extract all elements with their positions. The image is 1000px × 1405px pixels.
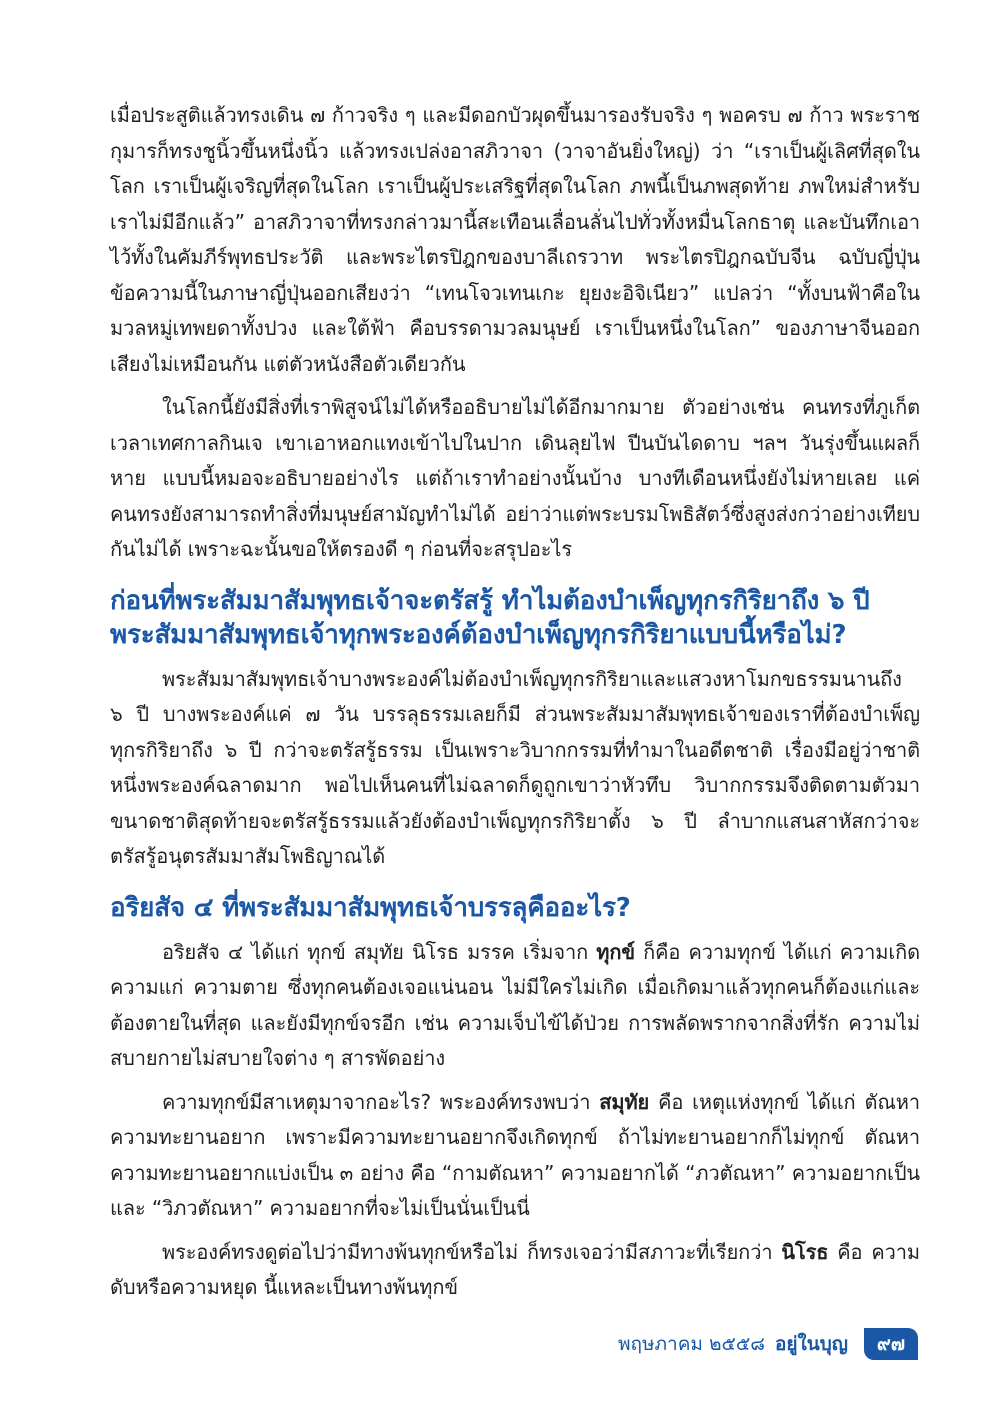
page-number-badge: ๙๗	[864, 1328, 918, 1360]
paragraph-samudaya	[110, 1085, 920, 1227]
text-run: คือ ความดับหรือความหยุด นี้แหละเป็นทางพ้นทุกข์	[110, 1239, 920, 1299]
page-footer	[618, 1327, 918, 1361]
text-run: อริยสัจ ๔ ได้แก่ ทุกข์ สมุทัย นิโรธ มรรค เริ่มจาก	[162, 939, 597, 964]
paragraph-nirodha	[110, 1235, 920, 1306]
magazine-title: อยู่ในบุญ	[774, 1333, 848, 1355]
paragraph-ascetic-practice: พระสัมมาสัมพุทธเจ้าบางพระองค์ไม่ต้องบำเพ็ญทุกรกิริยาและแสวงหาโมกขธรรมนานถึง ๖ ปี บางพระองค์แค่ ๗ วัน บรรลุธรรมเลยก็มี ส่วนพระสัมมาสัมพุทธเจ้าของเราที่ต้องบำเพ็ญทุกรกิริยาถึง ๖ ปี กว่าจะตรัสรู้ธรรม เป็นเพราะวิบากกรรมที่ทำมาในอดีตชาติ เรื่องมีอยู่ว่าชาติหนึ่งพระองค์ฉลาดมาก พอไปเห็นคนที่ไม่ฉลาดก็ดูถูกเขาว่าหัวทึบ วิบากกรรมจึงติดตามตัวมาขนาดชาติสุดท้ายจะตรัสรู้ธรรมแล้วยังต้องบำเพ็ญทุกรกิริยาตั้ง ๖ ปี ลำบากแสนสาหัสกว่าจะตรัสรู้อนุตรสัมมาสัมโพธิญาณได้	[110, 666, 920, 868]
article-body	[110, 98, 920, 1314]
paragraph-dukkha	[110, 935, 920, 1077]
paragraph-birth-steps: เมื่อประสูติแล้วทรงเดิน ๗ ก้าวจริง ๆ และมีดอกบัวผุดขึ้นมารองรับจริง ๆ พอครบ ๗ ก้าว พระราชกุมารก็ทรงชูนิ้วขึ้นหนึ่งนิ้ว แล้วทรงเปล่งอาสภิวาจา (วาจาอันยิ่งใหญ่) ว่า “เราเป็นผู้เลิศที่สุดในโลก เราเป็นผู้เจริญที่สุดในโลก เราเป็นผู้ประเสริฐที่สุดในโลก ภพนี้เป็นภพสุดท้าย ภพใหม่สำหรับเราไม่มีอีกแล้ว” อาสภิวาจาที่ทรงกล่าวมานี้สะเทือนเลื่อนลั่นไปทั่วทั้งหมื่นโลกธาตุ และบันทึกเอาไว้ทั้งในคัมภีร์พุทธประวัติ และพระไตรปิฎกของบาลีเถรวาท พระไตรปิฎกฉบับจีน ฉบับญี่ปุ่น ข้อความนี้ในภาษาญี่ปุ่นออกเสียงว่า “เทนโจวเทนเกะ ยุยงะอิจิเนียว” แปลว่า “ทั้งบนฟ้าคือในมวลหมู่เทพยดาทั้งปวง และใต้ฟ้า คือบรรดามวลมนุษย์ เราเป็นหนึ่งในโลก” ของภาษาจีนออกเสียงไม่เหมือนกัน แต่ตัวหนังสือตัวเดียวกัน	[110, 103, 920, 376]
term-dukkha: ทุกข์	[596, 939, 635, 964]
issue-month: พฤษภาคม ๒๕๕๘	[617, 1333, 765, 1355]
heading-four-noble-truths: อริยสัจ ๔ ที่พระสัมมาสัมพุทธเจ้าบรรลุคืออะไร?	[110, 892, 631, 923]
text-run: ก็คือ ความทุกข์ ได้แก่ ความเกิด ความแก่ ความตาย ซึ่งทุกคนต้องเจอแน่นอน ไม่มีใครไม่เกิด เมื่อเกิดมาแล้วทุกคนก็ต้องแก่และต้องตายในที่สุด และยังมีทุกข์จรอีก เช่น ความเจ็บไข้ได้ป่วย การพลัดพรากจากสิ่งที่รัก ความไม่สบายกายไม่สบายใจต่าง ๆ สารพัดอย่าง	[110, 939, 920, 1070]
heading-ascetic-practice: ก่อนที่พระสัมมาสัมพุทธเจ้าจะตรัสรู้ ทำไมต้องบำเพ็ญทุกรกิริยาถึง ๖ ปี พระสัมมาสัมพุทธเจ้าทุกพระองค์ต้องบำเพ็ญทุกรกิริยาแบบนี้หรือไม่?	[110, 585, 870, 650]
term-samudaya: สมุทัย	[599, 1089, 650, 1114]
paragraph-unexplained: ในโลกนี้ยังมีสิ่งที่เราพิสูจน์ไม่ได้หรืออธิบายไม่ได้อีกมากมาย ตัวอย่างเช่น คนทรงที่ภูเก็ต เวลาเทศกาลกินเจ เขาเอาหอกแทงเข้าไปในปาก เดินลุยไฟ ปีนบันไดดาบ ฯลฯ วันรุ่งขึ้นแผลก็หาย แบบนี้หมอจะอธิบายอย่างไร แต่ถ้าเราทำอย่างนั้นบ้าง บางทีเดือนหนึ่งยังไม่หายเลย แค่คนทรงยังสามารถทำสิ่งที่มนุษย์สามัญทำไม่ได้ อย่าว่าแต่พระบรมโพธิสัตว์ซึ่งสูงส่งกว่าอย่างเทียบกันไม่ได้ เพราะฉะนั้นขอให้ตรองดี ๆ ก่อนที่จะสรุปอะไร	[110, 395, 920, 561]
term-nirodha: นิโรธ	[781, 1239, 829, 1264]
text-run: คือ เหตุแห่งทุกข์ ได้แก่ ตัณหา ความทะยานอยาก เพราะมีความทะยานอยากจึงเกิดทุกข์ ถ้าไม่ทะยานอยากก็ไม่ทุกข์ ตัณหาความทะยานอยากแบ่งเป็น ๓ อย่าง คือ “กามตัณหา” ความอยากได้ “ภวตัณหา” ความอยากเป็น และ “วิภวตัณหา” ความอยากที่จะไม่เป็นนั่นเป็นนี่	[110, 1089, 921, 1220]
text-run: ความทุกข์มีสาเหตุมาจากอะไร? พระองค์ทรงพบว่า	[162, 1089, 600, 1114]
text-run: พระองค์ทรงดูต่อไปว่ามีทางพ้นทุกข์หรือไม่ ก็ทรงเจอว่ามีสภาวะที่เรียกว่า	[162, 1239, 782, 1264]
